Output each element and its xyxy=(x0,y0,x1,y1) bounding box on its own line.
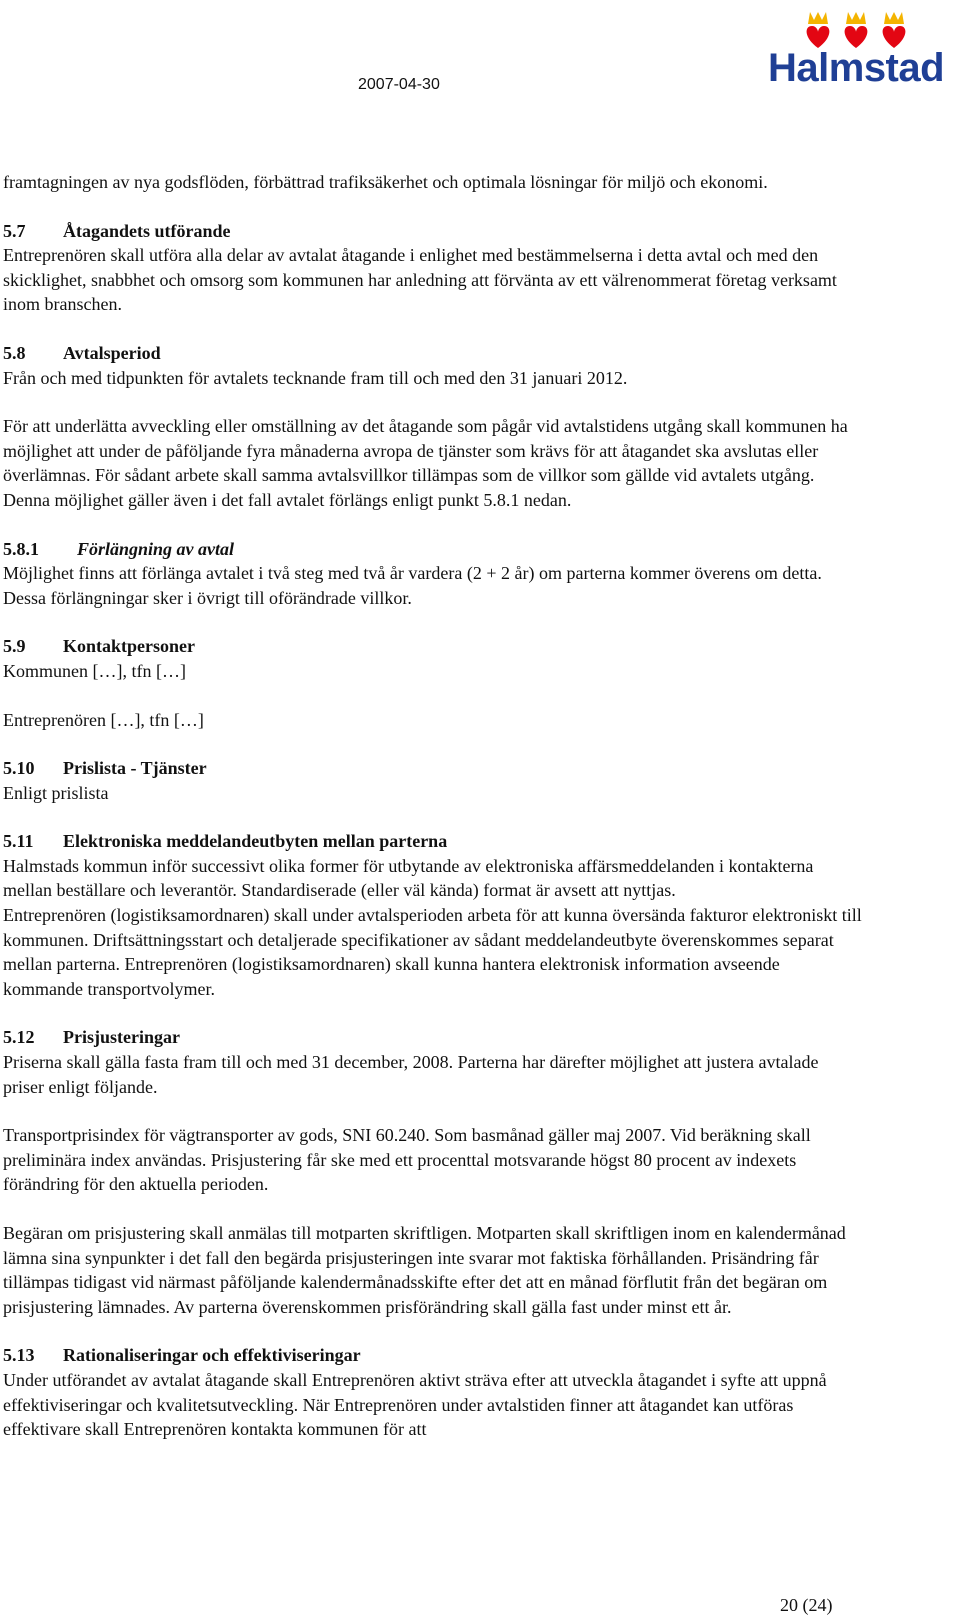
section-heading xyxy=(3,829,863,854)
section-number: 5.7 xyxy=(3,220,26,241)
section-title: Rationaliseringar och effektiviseringar xyxy=(63,1345,361,1366)
spacer xyxy=(3,1001,863,1025)
section-heading xyxy=(3,756,863,781)
section-heading xyxy=(3,537,863,562)
section-heading xyxy=(3,341,863,366)
section-paragraph: För att underlätta avveckling eller omställning av det åtagande som pågår vid avtalstidens utgång skall kommunen ha möjlighet att under de påföljande fyra månaderna avropa de tjänster som krävs för att åtagandet ska avslutas eller överlämnas. För sådant arbete skall samma avtalsvillkor tillämpas som de villkor som gällde vid avtalets utgång. Denna möjlighet gäller även i det fall avtalet förlängs enligt punkt 5.8.1 nedan. xyxy=(3,416,848,510)
section-paragraph: Entreprenören skall utföra alla delar av avtalat åtagande i enlighet med bestämmelserna i detta avtal och med den skicklighet, snabbhet och omsorg som kommunen har anledning att förvänta av ett välrenommerat företag verksamt inom branschen. xyxy=(3,245,837,315)
section-paragraph: Entreprenören […], tfn […] xyxy=(3,709,204,730)
section-paragraph: Halmstads kommun inför successivt olika former för utbytande av elektroniska affärsmeddelanden i kontakterna mellan beställare och leverantör. Standardiserade (eller väl kända) format är avsett att nyttjas. xyxy=(3,855,814,901)
section-title: Förlängning av avtal xyxy=(77,538,235,559)
section-paragraph: Entreprenören (logistiksamordnaren) skall under avtalsperioden arbeta för att kunna översända fakturor elektroniskt till kommunen. Driftsättningsstart och detaljerade specifikationer av sådant meddelandeutbyte överenskommes separat mellan parterna. Entreprenören (logistiksamordnaren) skall kunna hantera elektronisk information avseende kommande transportvolymer. xyxy=(3,905,862,999)
section-heading xyxy=(3,1025,863,1050)
section-heading xyxy=(3,634,863,659)
spacer xyxy=(3,513,863,537)
heart-icon xyxy=(807,26,906,48)
header-date: 2007-04-30 xyxy=(358,76,440,93)
spacer xyxy=(3,732,863,756)
section-paragraph: Priserna skall gälla fasta fram till och med 31 december, 2008. Parterna har därefter möjlighet att justera avtalade priser enligt följande. xyxy=(3,1052,819,1097)
spacer xyxy=(3,684,863,708)
section-title: Avtalsperiod xyxy=(63,342,161,363)
section-number: 5.12 xyxy=(3,1027,35,1048)
section-number: 5.8.1 xyxy=(3,538,39,559)
section-number: 5.8 xyxy=(3,342,26,363)
section-title: Elektroniska meddelandeutbyten mellan parterna xyxy=(63,831,448,852)
page-number: 20 (24) xyxy=(780,1595,833,1615)
section-paragraph: Under utförandet av avtalat åtagande skall Entreprenören aktivt sträva efter att utveckla åtagandet i syfte att uppnå effektiviseringar och kvalitetsutveckling. När Entreprenören under avtalstiden finner att åtagandet kan utföras effektivare skall Entreprenören kontakta kommunen för att xyxy=(3,1369,827,1440)
section-number: 5.11 xyxy=(3,831,34,852)
spacer xyxy=(3,1319,863,1343)
section-paragraph: Transportprisindex för vägtransporter av gods, SNI 60.240. Som basmånad gäller maj 2007. Vid beräkning skall preliminära index användas. Prisjustering får ske med ett procenttal motsvarande högst 80 procent av indexets förändring för den aktuella perioden. xyxy=(3,1125,811,1195)
spacer xyxy=(3,1197,863,1221)
section-paragraph: Möjlighet finns att förlänga avtalet i två steg med två år vardera (2 + 2 år) om parterna kommer överens om detta. Dessa förlängningar sker i övrigt till oförändrade villkor. xyxy=(3,563,822,608)
section-paragraph: Begäran om prisjustering skall anmälas till motparten skriftligen. Motparten skall skriftligen inom en kalendermånad lämna sina synpunkter i det fall den begärda prisjusteringen inte svarar mot faktiska förhållanden. Prisändring får tillämpas tidigast vid närmast påföljande kalendermånadsskifte efter det att en månad förflutit från det begäran om prisjustering lämnades. Av parterna överenskommen prisförändring skall gälla fast under minst ett år. xyxy=(3,1223,846,1317)
section-number: 5.13 xyxy=(3,1345,35,1366)
section-title: Prisjusteringar xyxy=(63,1027,180,1048)
section-paragraph: Kommunen […], tfn […] xyxy=(3,660,186,681)
section-heading xyxy=(3,1343,863,1368)
spacer xyxy=(3,1099,863,1123)
document-body xyxy=(3,170,863,1442)
section-title: Åtagandets utförande xyxy=(63,220,231,241)
spacer xyxy=(3,195,863,219)
section-number: 5.10 xyxy=(3,758,35,779)
section-title: Prislista - Tjänster xyxy=(63,758,207,779)
section-paragraph: Enligt prislista xyxy=(3,782,109,803)
logo-wordmark: Halmstad xyxy=(768,46,945,90)
section-paragraph: Från och med tidpunkten för avtalets tecknande fram till och med den 31 januari 2012. xyxy=(3,367,628,388)
crown-icon xyxy=(808,12,904,24)
section-number: 5.9 xyxy=(3,636,26,657)
spacer xyxy=(3,317,863,341)
intro-paragraph: framtagningen av nya godsflöden, förbättrad trafiksäkerhet och optimala lösningar för miljö och ekonomi. xyxy=(3,172,768,192)
spacer xyxy=(3,610,863,634)
section-title: Kontaktpersoner xyxy=(63,636,195,657)
spacer xyxy=(3,390,863,414)
section-heading xyxy=(3,219,863,244)
spacer xyxy=(3,805,863,829)
